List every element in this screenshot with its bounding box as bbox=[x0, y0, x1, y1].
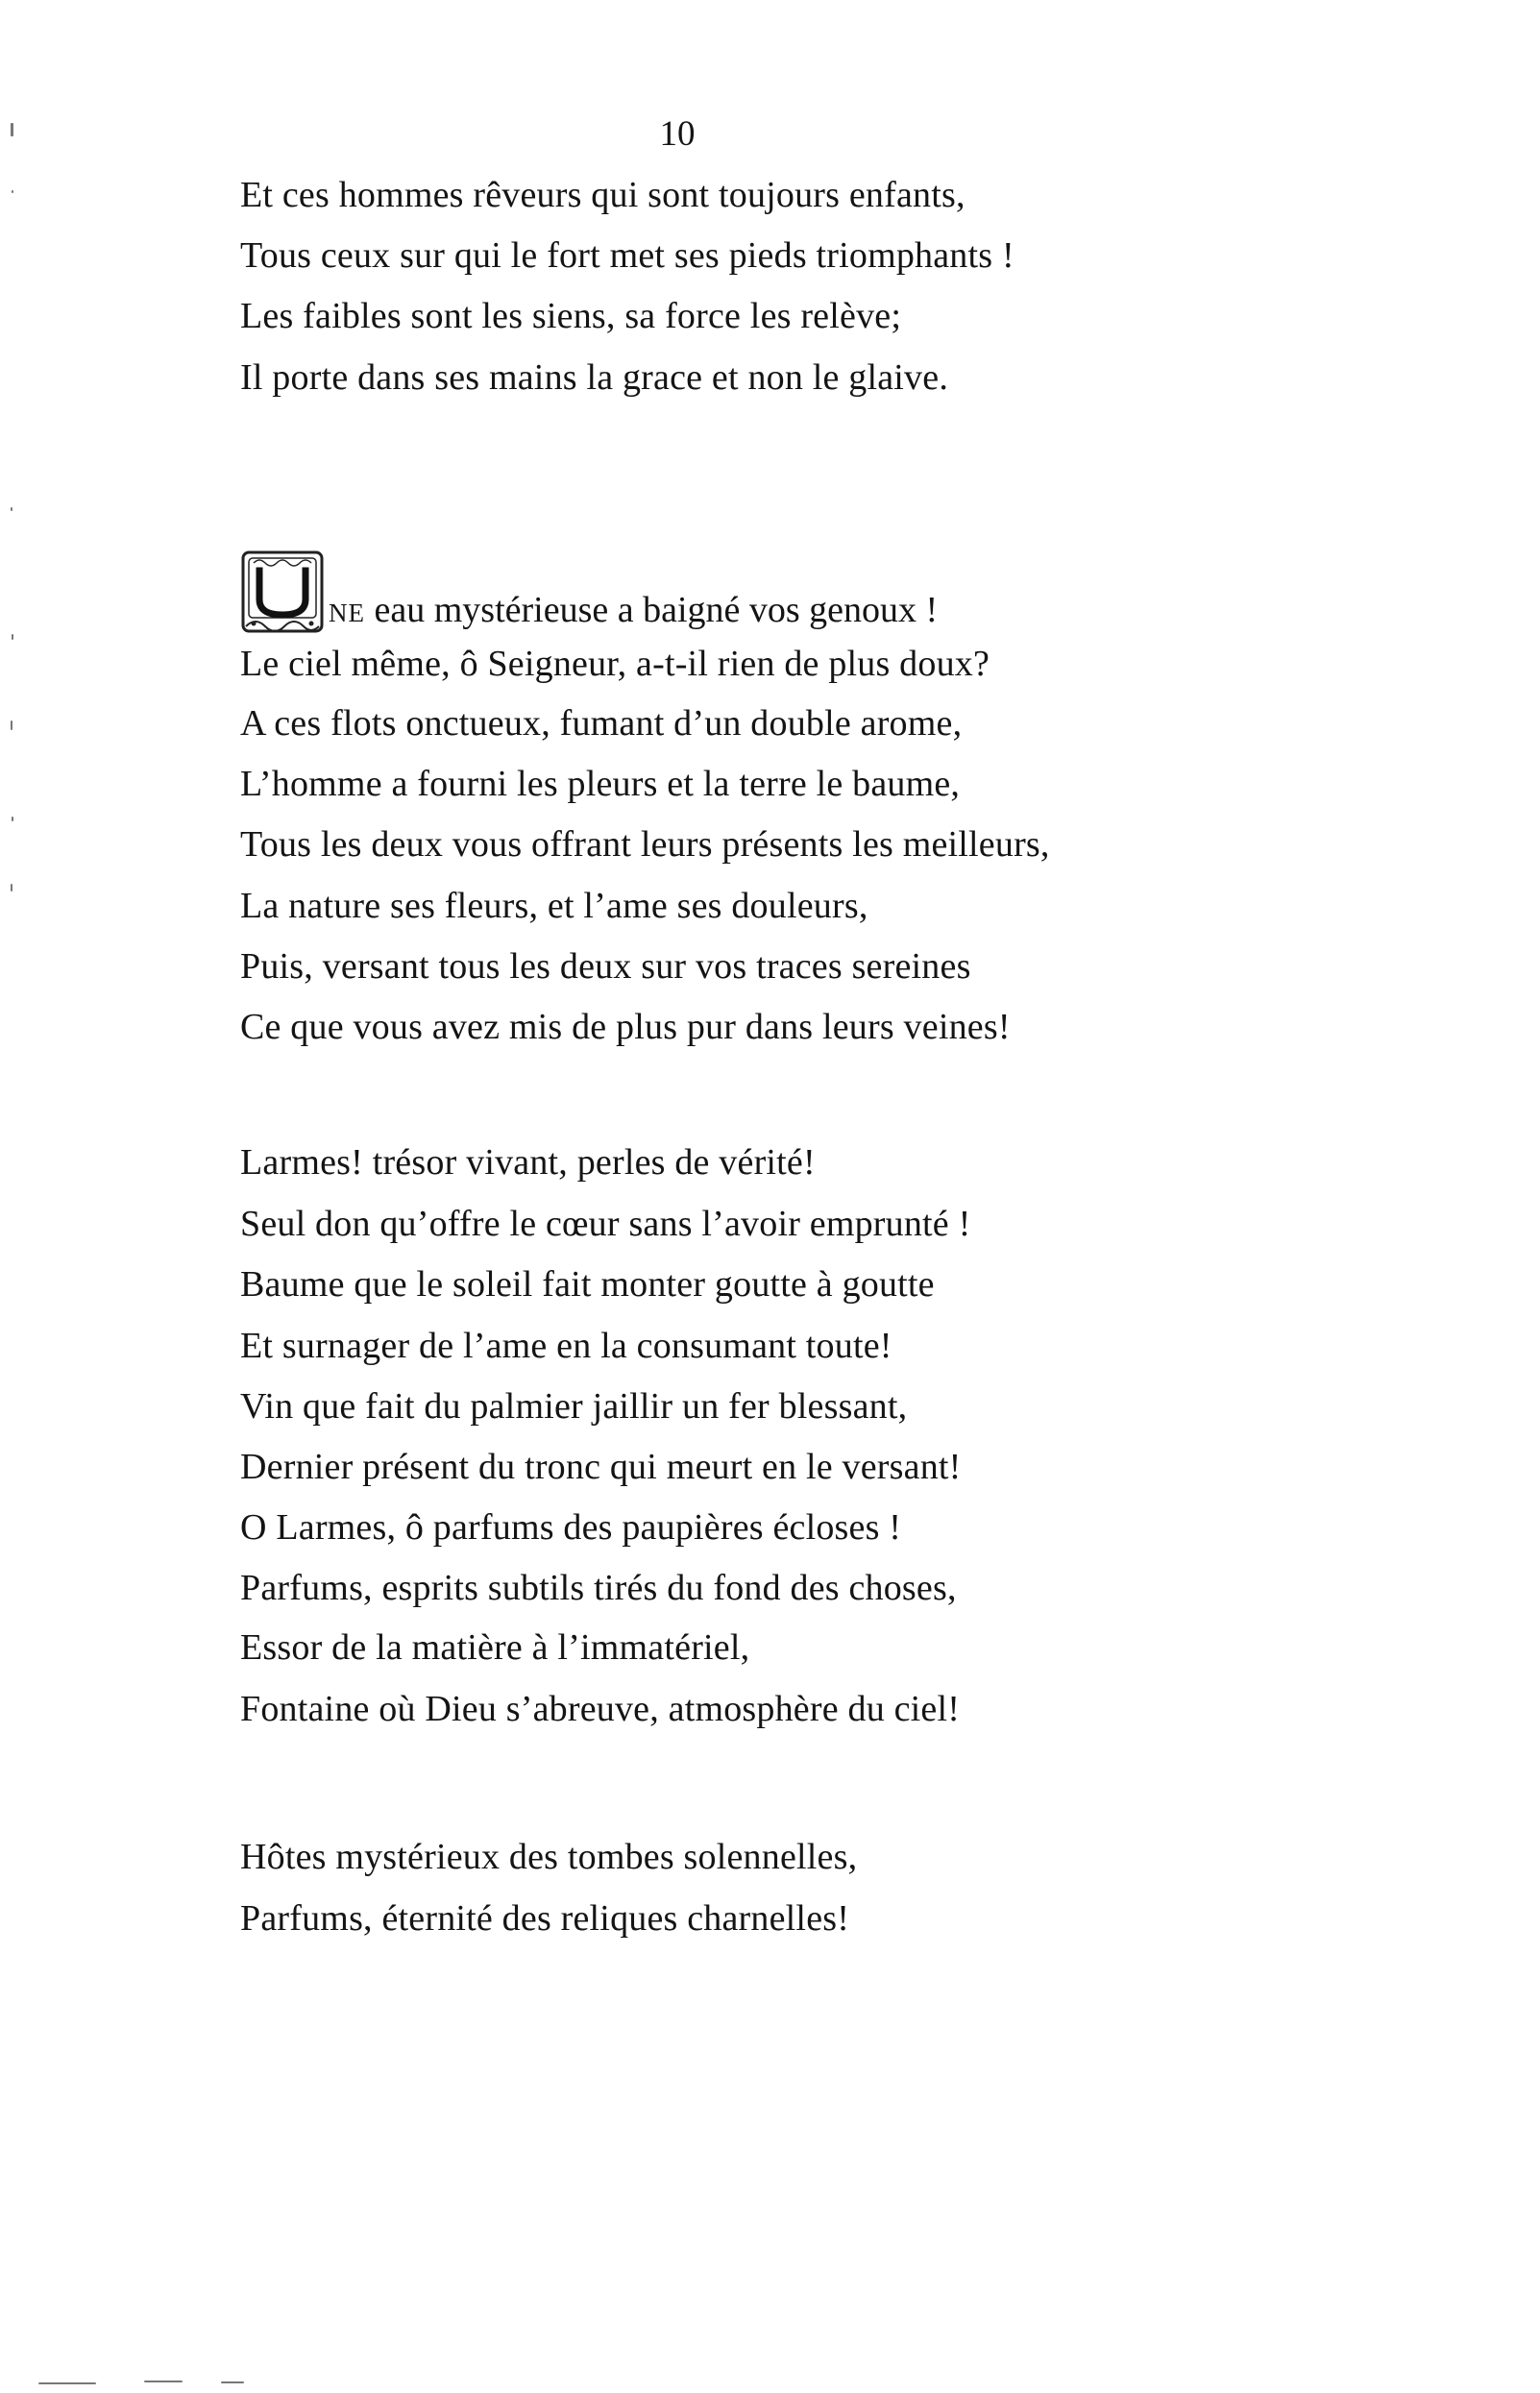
scan-mark bbox=[12, 817, 13, 821]
verse-line: Vin que fait du palmier jaillir un fer blessant, bbox=[240, 1386, 908, 1427]
scan-mark bbox=[11, 507, 12, 511]
scan-mark bbox=[11, 720, 12, 730]
verse-line: La nature ses fleurs, et l’ame ses douleurs, bbox=[240, 886, 868, 926]
scan-mark bbox=[11, 123, 13, 136]
verse-line: Les faibles sont les siens, sa force les relève; bbox=[240, 296, 902, 336]
page-number: 10 bbox=[659, 114, 696, 154]
scan-mark bbox=[12, 634, 13, 640]
verse-line: Parfums, éternité des reliques charnelles! bbox=[240, 1898, 850, 1939]
verse-line: Ce que vous avez mis de plus pur dans leurs veines! bbox=[240, 1007, 1011, 1047]
scan-mark bbox=[221, 2381, 244, 2383]
verse-line: Tous ceux sur qui le fort met ses pieds triomphants ! bbox=[240, 235, 1014, 276]
first-verse-text bbox=[329, 588, 938, 635]
small-caps: NE bbox=[329, 598, 365, 627]
verse-line: Et surnager de l’ame en la consumant toute! bbox=[240, 1326, 892, 1366]
scan-mark bbox=[11, 884, 12, 891]
verse-line: Essor de la matière à l’immatériel, bbox=[240, 1627, 750, 1668]
verse-line: Tous les deux vous offrant leurs présents les meilleurs, bbox=[240, 824, 1050, 865]
verse-line: Hôtes mystérieux des tombes solennelles, bbox=[240, 1837, 858, 1877]
verse-line: Puis, versant tous les deux sur vos traces sereines bbox=[240, 946, 971, 987]
scan-mark bbox=[144, 2381, 183, 2382]
verse-line: Fontaine où Dieu s’abreuve, atmosphère du ciel! bbox=[240, 1689, 961, 1729]
verse-line: O Larmes, ô parfums des paupières écloses ! bbox=[240, 1507, 902, 1548]
scan-mark bbox=[38, 2382, 96, 2384]
verse-line: Baume que le soleil fait monter goutte à goutte bbox=[240, 1264, 935, 1305]
verse-line: Et ces hommes rêveurs qui sont toujours enfants, bbox=[240, 175, 966, 215]
verse-line: Le ciel même, ô Seigneur, a-t-il rien de plus doux? bbox=[240, 644, 990, 684]
first-verse-rest: eau mystérieuse a baigné vos genoux ! bbox=[365, 590, 939, 630]
verse-line: Larmes! trésor vivant, perles de vérité! bbox=[240, 1142, 816, 1183]
verse-line: Seul don qu’offre le cœur sans l’avoir emprunté ! bbox=[240, 1204, 971, 1244]
ornamental-drop-cap bbox=[240, 549, 325, 634]
verse-line: Parfums, esprits subtils tirés du fond des choses, bbox=[240, 1568, 957, 1608]
verse-line: Il porte dans ses mains la grace et non le glaive. bbox=[240, 357, 949, 398]
scan-mark bbox=[12, 190, 13, 193]
verse-line: L’homme a fourni les pleurs et la terre le baume, bbox=[240, 764, 961, 804]
verse-line: A ces flots onctueux, fumant d’un double arome, bbox=[240, 703, 963, 744]
verse-line: Dernier présent du tronc qui meurt en le versant! bbox=[240, 1447, 962, 1487]
